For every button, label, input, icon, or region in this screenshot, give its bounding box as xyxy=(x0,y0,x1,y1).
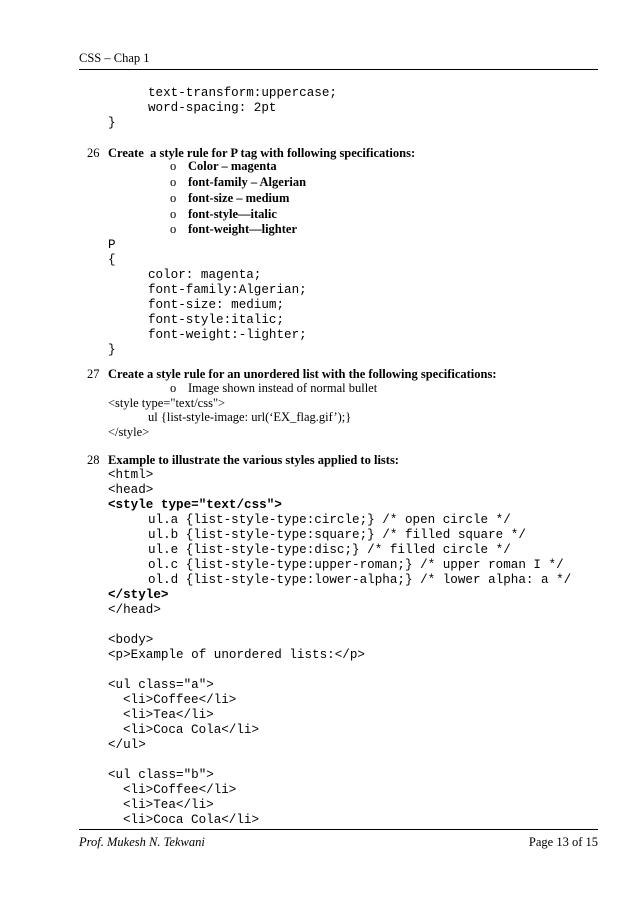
code-line: font-style:italic; xyxy=(148,313,285,327)
code-line: } xyxy=(108,343,116,357)
code-line: <li>Coca Cola</li> xyxy=(123,813,260,827)
code-line: <li>Coca Cola</li> xyxy=(123,723,260,737)
code-line: { xyxy=(108,253,116,267)
question-text: Example to illustrate the various styles applied to lists: xyxy=(108,453,399,467)
spec-item: font-weight—lighter xyxy=(188,222,298,236)
code-line: ol.d {list-style-type:lower-alpha;} /* lower alpha: a */ xyxy=(148,573,572,587)
code-line: <li>Coffee</li> xyxy=(123,693,237,707)
spec-item: Color – magenta xyxy=(188,159,277,173)
code-line: font-family:Algerian; xyxy=(148,283,307,297)
question-number: 28 xyxy=(87,453,100,467)
code-line: font-weight:-lighter; xyxy=(148,328,307,342)
bullet-icon: o xyxy=(170,191,177,205)
bullet-icon: o xyxy=(170,381,177,395)
code-line: <li>Tea</li> xyxy=(123,708,214,722)
code-line: <head> xyxy=(108,483,154,497)
code-line: ul {list-style-image: url(‘EX_flag.gif’);} xyxy=(148,410,352,424)
code-line: <style type="text/css"> xyxy=(108,498,282,512)
code-line: </style> xyxy=(108,425,150,439)
question-number: 26 xyxy=(87,146,100,160)
code-line: <p>Example of unordered lists:</p> xyxy=(108,648,365,662)
code-line: <style type="text/css"> xyxy=(108,396,226,410)
spec-item: font-family – Algerian xyxy=(188,175,307,189)
header-rule xyxy=(79,69,598,70)
bullet-icon: o xyxy=(170,159,177,173)
code-line: font-size: medium; xyxy=(148,298,285,312)
footer-rule xyxy=(79,829,598,830)
code-line: ul.b {list-style-type:square;} /* filled square */ xyxy=(148,528,526,542)
bullet-icon: o xyxy=(170,175,177,189)
code-line: </ul> xyxy=(108,738,146,752)
code-line: <li>Coffee</li> xyxy=(123,783,237,797)
code-line: ul.a {list-style-type:circle;} /* open circle */ xyxy=(148,513,511,527)
question-number: 27 xyxy=(87,367,100,381)
code-line: text-transform:uppercase; xyxy=(148,86,337,100)
page-header-title: CSS – Chap 1 xyxy=(79,51,150,65)
code-line: <body> xyxy=(108,633,154,647)
code-line: color: magenta; xyxy=(148,268,262,282)
spec-item: font-style—italic xyxy=(188,207,277,221)
question-text: Create a style rule for P tag with following specifications: xyxy=(108,146,416,160)
code-line: word-spacing: 2pt xyxy=(148,101,277,115)
code-line: } xyxy=(108,116,116,130)
spec-item: font-size – medium xyxy=(188,191,290,205)
code-line: P xyxy=(108,238,116,252)
code-line: <li>Tea</li> xyxy=(123,798,214,812)
question-text: Create a style rule for an unordered list with the following specifications: xyxy=(108,367,497,381)
code-line: <ul class="b"> xyxy=(108,768,214,782)
code-line: ul.e {list-style-type:disc;} /* filled circle */ xyxy=(148,543,511,557)
spec-item: Image shown instead of normal bullet xyxy=(188,381,378,395)
code-line: </head> xyxy=(108,603,161,617)
code-line: </style> xyxy=(108,588,169,602)
code-line: ol.c {list-style-type:upper-roman;} /* upper roman I */ xyxy=(148,558,564,572)
code-line: <ul class="a"> xyxy=(108,678,214,692)
footer-page-number: Page 13 of 15 xyxy=(528,835,598,849)
bullet-icon: o xyxy=(170,207,177,221)
footer-author: Prof. Mukesh N. Tekwani xyxy=(79,835,205,849)
code-line: <html> xyxy=(108,468,154,482)
bullet-icon: o xyxy=(170,222,177,236)
